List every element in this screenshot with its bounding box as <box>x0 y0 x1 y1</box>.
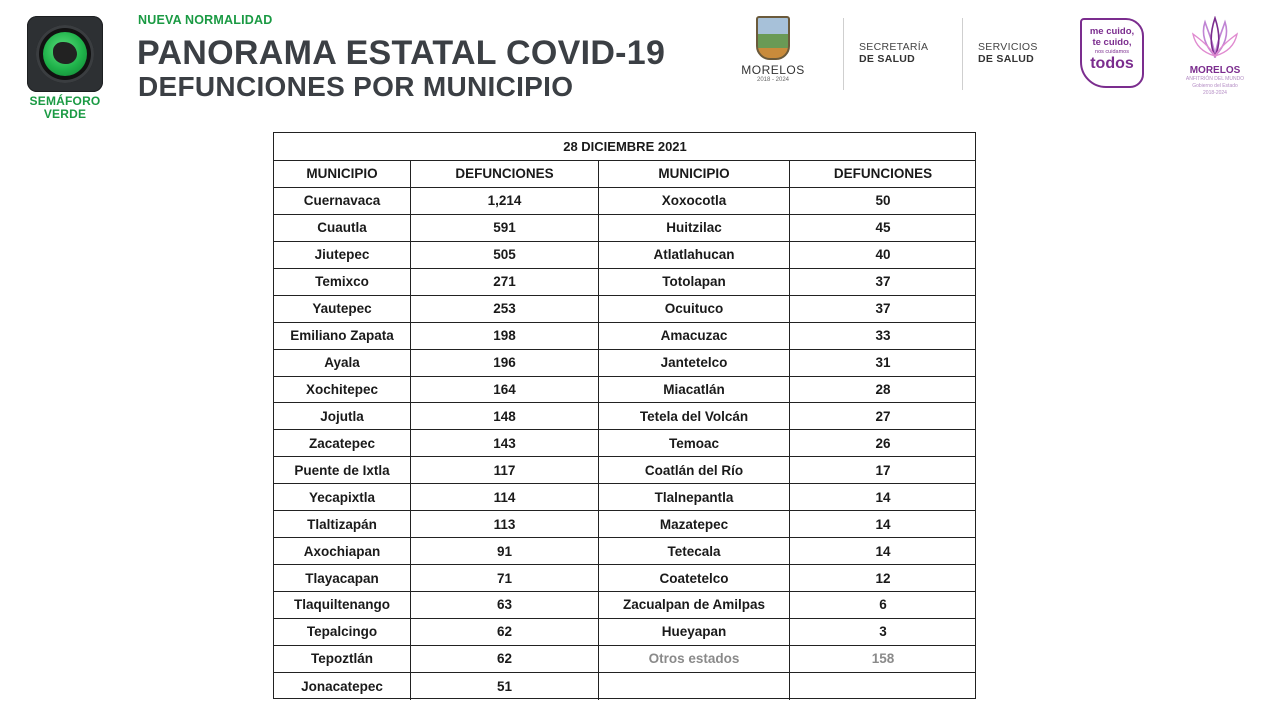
cell-municipio-right: Tetela del Volcán <box>599 403 790 430</box>
cell-municipio-right: Xoxocotla <box>599 188 790 215</box>
cell-municipio-left: Tlaltizapán <box>274 511 411 538</box>
secretaria-line1: SECRETARÍA <box>859 41 929 53</box>
cell-defunciones-left: 62 <box>411 619 599 646</box>
cell-defunciones-right: 40 <box>790 242 976 269</box>
table-date: 28 DICIEMBRE 2021 <box>274 133 976 161</box>
servicios-salud-logo <box>978 41 1038 65</box>
cell-defunciones-left: 114 <box>411 484 599 511</box>
cell-municipio-left: Cuernavaca <box>274 188 411 215</box>
cell-municipio-left: Jojutla <box>274 403 411 430</box>
gobierno-sub1: ANFITRIÓN DEL MUNDO <box>1185 76 1245 82</box>
logo-divider <box>843 18 844 90</box>
cell-municipio-left: Jiutepec <box>274 242 411 269</box>
gobierno-sub2: Gobierno del Estado <box>1192 83 1238 89</box>
cell-defunciones-right: 14 <box>790 484 976 511</box>
morelos-logo-years: 2018 - 2024 <box>756 77 790 83</box>
cell-defunciones-right: 33 <box>790 323 976 350</box>
cell-municipio-left: Puente de Ixtla <box>274 457 411 484</box>
cell-municipio-right: Temoac <box>599 430 790 457</box>
cell-municipio-left: Tepalcingo <box>274 619 411 646</box>
logo-divider <box>962 18 963 90</box>
cell-defunciones-left: 253 <box>411 296 599 323</box>
morelos-map-icon <box>53 42 77 64</box>
cell-defunciones-left: 113 <box>411 511 599 538</box>
cell-defunciones-left: 271 <box>411 269 599 296</box>
deaths-table <box>273 132 976 699</box>
cell-defunciones-right: 50 <box>790 188 976 215</box>
cell-municipio-right: Amacuzac <box>599 323 790 350</box>
morelos-crest-icon <box>756 16 790 60</box>
cell-municipio-right: Miacatlán <box>599 377 790 404</box>
cell-defunciones-left: 62 <box>411 646 599 673</box>
servicios-line2: DE SALUD <box>978 53 1035 65</box>
cell-defunciones-left: 505 <box>411 242 599 269</box>
cell-municipio-left: Axochiapan <box>274 538 411 565</box>
secretaria-salud-logo <box>859 41 928 65</box>
cell-defunciones-left: 63 <box>411 592 599 619</box>
cell-municipio-left: Yautepec <box>274 296 411 323</box>
campaign-line1: me cuido, <box>1089 26 1135 37</box>
cell-defunciones-right: 14 <box>790 511 976 538</box>
cell-municipio-right <box>599 673 790 700</box>
gobierno-sub3: 2018-2024 <box>1203 90 1227 96</box>
header-municipio-left: MUNICIPIO <box>274 161 411 188</box>
cell-defunciones-left: 117 <box>411 457 599 484</box>
cell-defunciones-right: 28 <box>790 377 976 404</box>
cell-defunciones-left: 1,214 <box>411 188 599 215</box>
cell-defunciones-left: 51 <box>411 673 599 700</box>
campaign-line3: nos cuidamos <box>1095 49 1129 55</box>
cell-municipio-right: Coatlán del Río <box>599 457 790 484</box>
cell-municipio-right: Totolapan <box>599 269 790 296</box>
cell-municipio-right: Jantetelco <box>599 350 790 377</box>
semaforo-label <box>20 95 110 121</box>
cell-defunciones-right: 158 <box>790 646 976 673</box>
cell-municipio-left: Jonacatepec <box>274 673 411 700</box>
morelos-logo-name: MORELOS <box>741 63 805 77</box>
cell-municipio-right: Atlatlahucan <box>599 242 790 269</box>
campaign-badge <box>1080 18 1144 88</box>
cell-municipio-left: Ayala <box>274 350 411 377</box>
cell-municipio-left: Cuautla <box>274 215 411 242</box>
morelos-logo <box>736 16 810 96</box>
lotus-icon <box>1191 16 1239 60</box>
cell-municipio-right: Zacualpan de Amilpas <box>599 592 790 619</box>
cell-municipio-left: Tlaquiltenango <box>274 592 411 619</box>
cell-municipio-right: Huitzilac <box>599 215 790 242</box>
cell-defunciones-left: 143 <box>411 430 599 457</box>
cell-defunciones-right: 12 <box>790 565 976 592</box>
cell-defunciones-right: 27 <box>790 403 976 430</box>
cell-municipio-left: Emiliano Zapata <box>274 323 411 350</box>
secretaria-line2: DE SALUD <box>859 53 916 65</box>
cell-defunciones-right: 31 <box>790 350 976 377</box>
cell-defunciones-right: 26 <box>790 430 976 457</box>
cell-municipio-right: Otros estados <box>599 646 790 673</box>
cell-defunciones-left: 164 <box>411 377 599 404</box>
cell-municipio-left: Tlayacapan <box>274 565 411 592</box>
campaign-line2: te cuido, <box>1092 37 1132 48</box>
cell-defunciones-left: 71 <box>411 565 599 592</box>
header-defunciones-left: DEFUNCIONES <box>411 161 599 188</box>
cell-defunciones-left: 196 <box>411 350 599 377</box>
semaforo-label-line2: VERDE <box>43 107 87 121</box>
semaforo-label-line1: SEMÁFORO <box>29 94 101 108</box>
cell-defunciones-right: 37 <box>790 269 976 296</box>
cell-municipio-right: Tetecala <box>599 538 790 565</box>
cell-municipio-left: Temixco <box>274 269 411 296</box>
cell-municipio-right: Tlalnepantla <box>599 484 790 511</box>
cell-defunciones-left: 198 <box>411 323 599 350</box>
cell-defunciones-right: 37 <box>790 296 976 323</box>
cell-municipio-left: Yecapixtla <box>274 484 411 511</box>
cell-defunciones-right: 6 <box>790 592 976 619</box>
header-defunciones-right: DEFUNCIONES <box>790 161 976 188</box>
eyebrow-text: NUEVA NORMALIDAD <box>138 13 273 27</box>
servicios-line1: SERVICIOS <box>978 41 1038 53</box>
header-municipio-right: MUNICIPIO <box>599 161 790 188</box>
cell-municipio-right: Hueyapan <box>599 619 790 646</box>
cell-defunciones-right: 45 <box>790 215 976 242</box>
cell-defunciones-right: 3 <box>790 619 976 646</box>
campaign-line4: todos <box>1090 55 1134 72</box>
cell-municipio-left: Zacatepec <box>274 430 411 457</box>
cell-municipio-left: Xochitepec <box>274 377 411 404</box>
semaforo-logo <box>27 16 103 92</box>
cell-municipio-left: Tepoztlán <box>274 646 411 673</box>
cell-municipio-right: Ocuituco <box>599 296 790 323</box>
cell-municipio-right: Coatetelco <box>599 565 790 592</box>
cell-defunciones-left: 591 <box>411 215 599 242</box>
cell-defunciones-right <box>790 673 976 700</box>
gobierno-morelos-logo <box>1180 16 1250 96</box>
page-title: PANORAMA ESTATAL COVID-19 <box>137 34 666 72</box>
page-subtitle: DEFUNCIONES POR MUNICIPIO <box>138 71 574 102</box>
cell-municipio-right: Mazatepec <box>599 511 790 538</box>
cell-defunciones-right: 14 <box>790 538 976 565</box>
cell-defunciones-right: 17 <box>790 457 976 484</box>
gobierno-name: MORELOS <box>1189 65 1241 76</box>
cell-defunciones-left: 91 <box>411 538 599 565</box>
cell-defunciones-left: 148 <box>411 403 599 430</box>
